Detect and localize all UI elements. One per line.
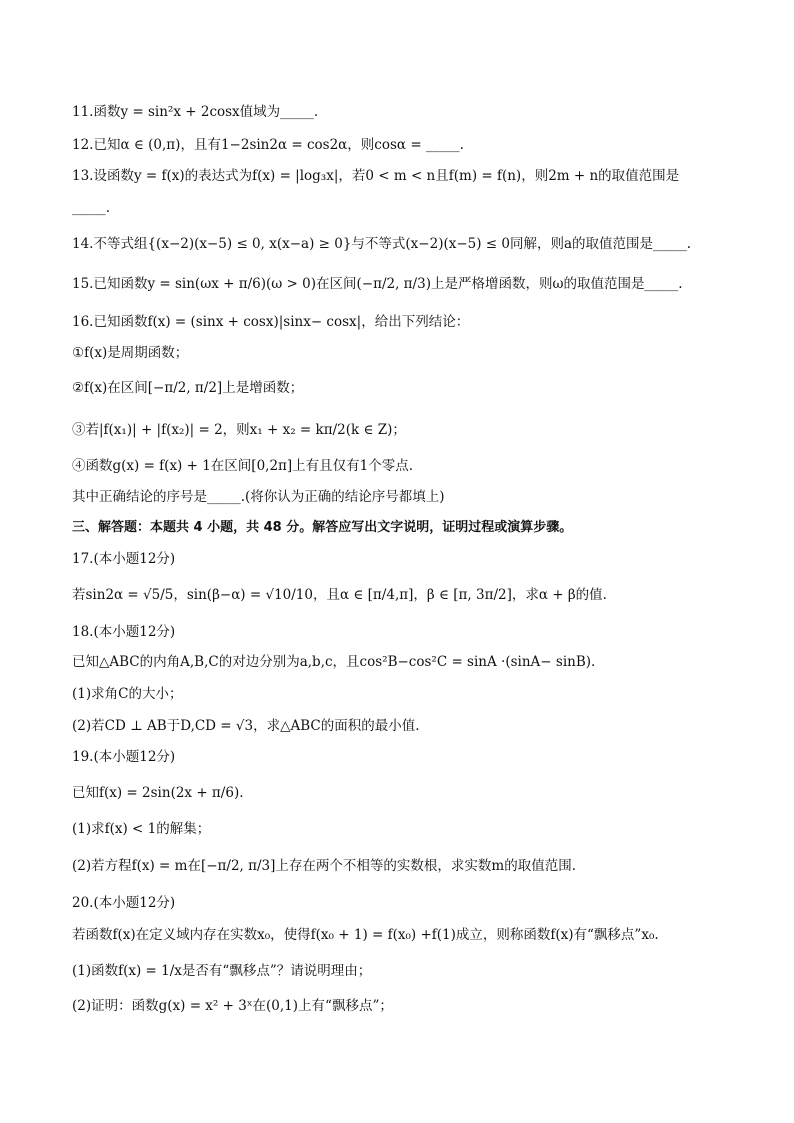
section-3-heading: 三、解答题：本题共 4 小题，共 48 分。解答应写出文字说明，证明过程或演算步骤。 [72, 520, 573, 535]
question-16-item-3: ③若|f(x₁)| + |f(x₂)| = 2，则x₁ + x₂ = kπ/2(k ∈ Z)； [72, 422, 406, 438]
question-13-blank: _____. [72, 200, 111, 216]
question-13: 13.设函数y = f(x)的表达式为f(x) = |log₃x|，若0 < m < n且f(m) = f(n)，则2m + n的取值范围是 [72, 168, 680, 184]
question-18-part-1: (1)求角C的大小； [72, 686, 183, 702]
question-14: 14.不等式组{(x−2)(x−5) ≤ 0, x(x−a) ≥ 0}与不等式(x−2)(x−5) ≤ 0同解，则a的取值范围是_____. [72, 236, 692, 252]
question-18-part-2: (2)若CD ⊥ AB于D,CD = √3，求△ABC的面积的最小值. [72, 718, 420, 734]
question-18-header: 18.(本小题12分) [72, 624, 176, 640]
question-16-item-2: ②f(x)在区间[−π/2, π/2]上是增函数； [72, 380, 304, 396]
question-11: 11.函数y = sin²x + 2cosx值域为_____. [72, 104, 319, 120]
question-17-header: 17.(本小题12分) [72, 551, 176, 567]
question-16-item-1: ①f(x)是周期函数； [72, 345, 189, 361]
question-12: 12.已知α ∈ (0,π)，且有1−2sin2α = cos2α，则cosα = _____. [72, 137, 464, 153]
question-19-part-2: (2)若方程f(x) = m在[−π/2, π/3]上存在两个不相等的实数根，求实数m的取值范围. [72, 858, 577, 874]
question-20-part-1: (1)函数f(x) = 1/x是否有“飘移点”？请说明理由； [72, 963, 372, 979]
question-19-text: 已知f(x) = 2sin(2x + π/6). [72, 785, 244, 801]
question-16-stem: 16.已知函数f(x) = (sinx + cosx)|sinx− cosx|，给出下列结论： [72, 314, 470, 330]
question-16-tail: 其中正确结论的序号是_____.(将你认为正确的结论序号都填上) [72, 489, 445, 505]
question-20-header: 20.(本小题12分) [72, 895, 176, 911]
question-20-part-2: (2)证明：函数g(x) = x² + 3ˣ在(0,1)上有“飘移点”； [72, 998, 393, 1014]
question-17-text: 若sin2α = √5/5，sin(β−α) = √10/10，且α ∈ [π/4,π]，β ∈ [π, 3π/2]，求α + β的值. [72, 587, 607, 603]
question-18-text: 已知△ABC的内角A,B,C的对边分别为a,b,c，且cos²B−cos²C = sinA ·(sinA− sinB). [72, 654, 596, 670]
question-19-header: 19.(本小题12分) [72, 749, 176, 765]
question-16-item-4: ④函数g(x) = f(x) + 1在区间[0,2π]上有且仅有1个零点. [72, 458, 414, 474]
question-19-part-1: (1)求f(x) < 1的解集； [72, 821, 211, 837]
question-15: 15.已知函数y = sin(ωx + π/6)(ω > 0)在区间(−π/2, π/3)上是严格增函数，则ω的取值范围是_____. [72, 276, 683, 292]
question-20-text: 若函数f(x)在定义域内存在实数x₀，使得f(x₀ + 1) = f(x₀) +f(1)成立，则称函数f(x)有“飘移点”x₀. [72, 927, 659, 943]
